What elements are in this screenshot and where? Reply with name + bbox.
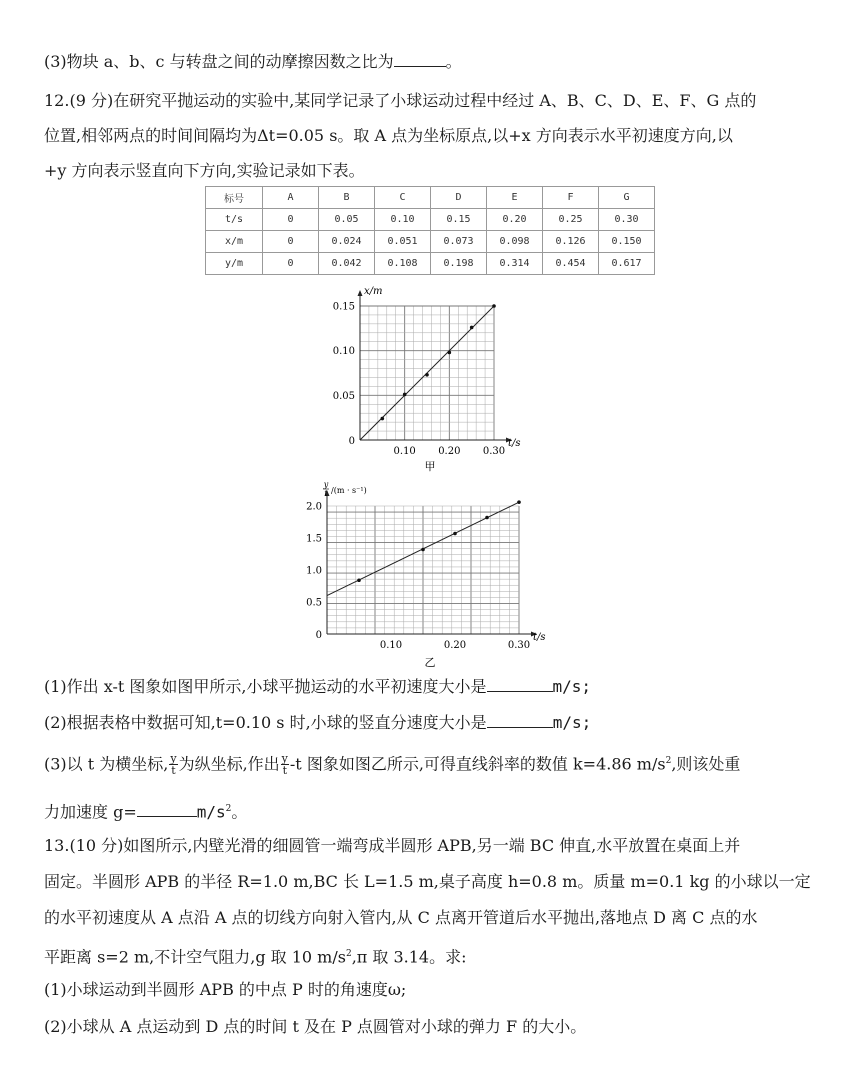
text: m/s [196,802,226,822]
text: 。 [445,52,462,71]
text: ,π 取 3.14。求: [351,947,467,967]
text: m/s; [552,677,592,696]
data-point [448,351,452,355]
table-cell: 0.051 [375,231,431,253]
fraction-y-over-t [169,753,177,776]
y-axis-label-denominator: t [324,489,328,498]
table-cell: t/s [206,209,263,231]
table-cell: 0.042 [319,253,375,275]
sub-question-1 [44,677,591,697]
x-t-chart [330,280,530,472]
question-12-line-2: 位置,相邻两点的时间间隔均为Δt=0.05 s。取 A 点为坐标原点,以+x 方向表示水平初速度方向,以 [44,126,733,145]
text: 。 [231,802,248,822]
question-13-part-2: (2)小球从 A 点运动到 D 点的时间 t 及在 P 点圆管对小球的弹力 F 的大小。 [44,1017,587,1036]
fraction-numerator: y [170,752,177,766]
table-cell: 0.454 [543,253,599,275]
table-cell: 0.20 [487,209,543,231]
x-tick-label: 0.30 [507,640,531,651]
fraction-denominator: t [282,764,287,778]
table-cell: 0.150 [599,231,655,253]
answer-blank[interactable] [487,713,553,728]
table-cell: 0.617 [599,253,655,275]
table-cell: y/m [206,253,263,275]
table-row [206,253,655,275]
data-point [425,373,429,377]
data-point [485,516,489,520]
text: (2)根据表格中数据可知,t=0.10 s 时,小球的竖直分速度大小是 [44,713,487,732]
table-cell: 0.073 [431,231,487,253]
fraction-numerator: y [281,752,288,766]
text: ,则该处重 [671,754,741,774]
data-point [403,393,407,397]
table-cell: B [319,187,375,209]
chart-caption: 甲 [424,460,436,472]
question-13-line-3: 的水平初速度从 A 点沿 A 点的切线方向射入管内,从 C 点离开管道后水平抛出,落地点 D 离 C 点的水 [44,908,758,927]
table-cell: 0.098 [487,231,543,253]
question-12-line-3: +y 方向表示竖直向下方向,实验记录如下表。 [44,161,365,180]
chart-caption: 乙 [424,656,436,669]
y-over-t-chart [296,476,566,672]
table-cell: E [487,187,543,209]
table-cell: 0.108 [375,253,431,275]
x-tick-label: 0.10 [393,446,416,457]
fraction-y-over-t [281,753,289,776]
superscript: 2 [345,949,352,959]
data-point [453,532,457,536]
text: (3)以 t 为横坐标, [44,754,169,774]
sub-question-3-line-2 [44,799,247,822]
x-tick-label: 0.10 [379,640,403,651]
question-13-line-4 [44,944,466,967]
table-cell: 0.198 [431,253,487,275]
question-13-line-1: 13.(10 分)如图所示,内壁光滑的细圆管一端弯成半圆形 APB,另一端 BC 伸直,水平放置在桌面上并 [44,836,741,855]
text: m/s; [552,713,592,732]
y-tick-label: 1.0 [306,565,322,577]
y-axis-label-unit: /(m · s⁻¹) [331,486,367,495]
y-tick-label: 0.05 [332,390,355,402]
table-cell: 0.126 [543,231,599,253]
table-cell: 0.024 [319,231,375,253]
data-point [381,417,385,421]
data-point [357,578,361,582]
table-cell: G [599,187,655,209]
question-13-line-2: 固定。半圆形 APB 的半径 R=1.0 m,BC 长 L=1.5 m,桌子高度 h=0.8 m。质量 m=0.1 kg 的小球以一定 [44,872,811,891]
y-tick-label: 2.0 [306,501,322,513]
x-tick-label: 0.30 [482,446,506,457]
y-tick-label: 0.10 [332,346,355,358]
y-tick-label: 0.15 [332,301,355,313]
table-cell: 0 [263,231,319,253]
answer-blank[interactable] [487,677,553,692]
sub-question-3-line-1 [44,751,740,776]
table-cell: 0.05 [319,209,375,231]
table-cell: 0.314 [487,253,543,275]
y-tick-label: 0.5 [306,597,322,609]
y-axis-label-numerator: y [323,480,329,489]
text: -t 图象如图乙所示,可得直线斜率的数值 k=4.86 m/s [289,754,666,774]
data-point [421,548,425,552]
question-13-part-1: (1)小球运动到半圆形 APB 的中点 P 时的角速度ω; [44,980,407,999]
text: 力加速度 g= [44,802,137,822]
fraction-denominator: t [171,764,176,778]
answer-blank[interactable] [137,802,197,817]
table-row [206,209,655,231]
table-cell: C [375,187,431,209]
origin-label: 0 [315,630,322,641]
table-cell: 0.25 [543,209,599,231]
data-point [517,500,521,504]
table-cell: 0 [263,253,319,275]
y-axis-label: x/m [364,286,383,297]
x-tick-label: 0.20 [438,446,461,457]
x-axis-label: t/s [533,632,546,643]
sub-question-2 [44,713,591,733]
superscript: 2 [225,804,232,814]
superscript: 2 [665,756,672,766]
table-cell: 标号 [206,187,263,209]
answer-blank[interactable] [394,52,446,67]
data-table [205,186,655,275]
table-cell: F [543,187,599,209]
data-point [470,326,474,330]
table-cell: 0.10 [375,209,431,231]
text: (1)作出 x-t 图象如图甲所示,小球平抛运动的水平初速度大小是 [44,677,487,696]
prev-question-3 [44,52,462,72]
origin-label: 0 [348,436,355,447]
table-cell: 0.15 [431,209,487,231]
text: 平距离 s=2 m,不计空气阻力,g 取 10 m/s [44,947,346,967]
text: 为纵坐标,作出 [178,754,280,774]
table-cell: x/m [206,231,263,253]
y-axis-arrow [358,290,363,296]
y-tick-label: 1.5 [306,533,322,545]
table-cell: A [263,187,319,209]
table-header-row [206,187,655,209]
text: (3)物块 a、b、c 与转盘之间的动摩擦因数之比为 [44,52,394,71]
table-row [206,231,655,253]
table-cell: 0 [263,209,319,231]
question-12-line-1: 12.(9 分)在研究平抛运动的实验中,某同学记录了小球运动过程中经过 A、B、C、D、E、F、G 点的 [44,91,757,110]
x-axis-label: t/s [508,438,521,449]
data-point [492,304,496,308]
table-cell: 0.30 [599,209,655,231]
table-cell: D [431,187,487,209]
x-tick-label: 0.20 [443,640,467,651]
